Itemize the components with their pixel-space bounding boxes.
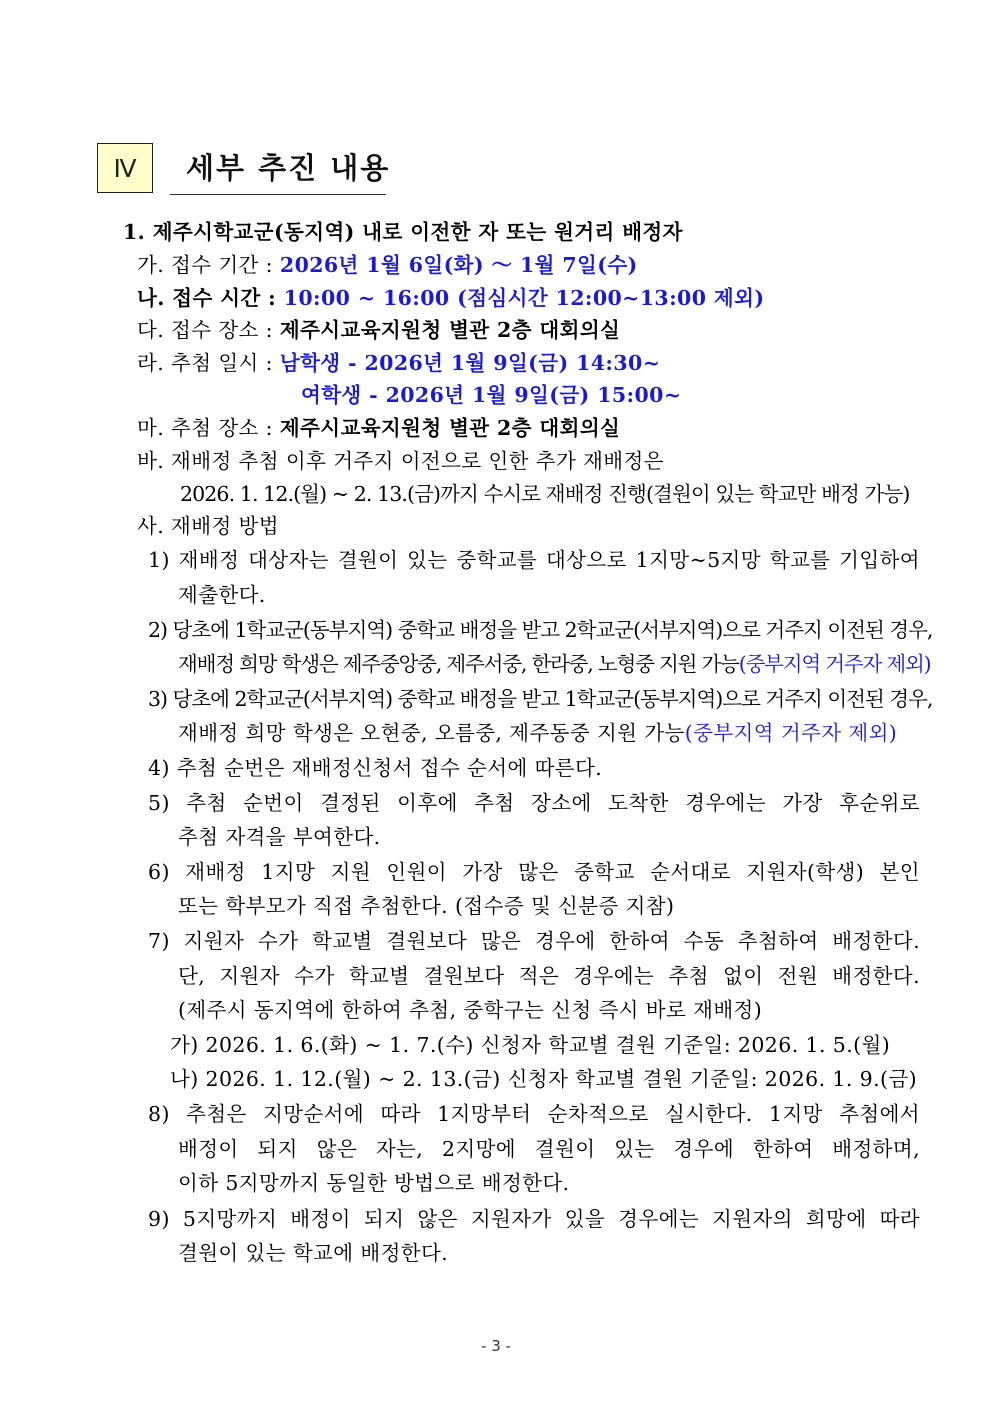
rule-3-text: 재배정 희망 학생은 오현중, 오름중, 제주동중 지원 가능 <box>178 721 685 745</box>
rule-9-line2: 결원이 있는 학교에 배정한다. <box>178 1241 449 1265</box>
item-ma <box>137 415 620 441</box>
section-title: 세부 추진 내용 <box>186 151 391 185</box>
rule-6-line2: 또는 학부모가 직접 추첨한다. (접수증 및 신분증 지참) <box>178 894 675 918</box>
rule-2-text: 재배정 희망 학생은 제주중앙중, 제주서중, 한라중, 노형중 지원 가능 <box>178 652 739 676</box>
item-da <box>137 317 620 343</box>
rule-8-line2: 배정이 되지 않은 자는, 2지망에 결원이 있는 경우에 한하여 배정하며, <box>178 1137 920 1161</box>
rule-1-line2: 제출한다. <box>178 583 266 607</box>
rule-3-line2 <box>178 720 897 746</box>
item-da-label: 다. 접수 장소 : <box>137 318 280 342</box>
rule-8-line1: 8) 추첨은 지망순서에 따라 1지망부터 순차적으로 실시한다. 1지망 추첨에서 <box>148 1102 920 1126</box>
item-ra-value-female: 여학생 - 2026년 1월 9일(금) 15:00~ <box>301 383 682 407</box>
item-ra <box>137 350 660 376</box>
rule-7-sub-ga: 가) 2026. 1. 6.(화) ~ 1. 7.(수) 신청자 학교별 결원 기준일: 2026. 1. 5.(월) <box>170 1033 891 1057</box>
rule-7-line1: 7) 지원자 수가 학교별 결원보다 많은 경우에 한하여 수동 추첨하여 배정한다. <box>148 929 920 953</box>
rule-3-note: (중부지역 거주자 제외) <box>684 721 898 745</box>
heading-1: 1. 제주시학교군(동지역) 내로 이전한 자 또는 원거리 배정자 <box>123 220 683 244</box>
section-title-underline <box>170 194 386 195</box>
item-ma-value: 제주시교육지원청 별관 2층 대회의실 <box>279 416 621 440</box>
item-ba-line2: 2026. 1. 12.(월) ~ 2. 13.(금)까지 수시로 재배정 진행(결원이 있는 학교만 배정 가능) <box>180 482 910 506</box>
item-ma-label: 마. 추첨 장소 : <box>137 416 280 440</box>
rule-7-sub-na: 나) 2026. 1. 12.(월) ~ 2. 13.(금) 신청자 학교별 결원 기준일: 2026. 1. 9.(금) <box>170 1067 918 1091</box>
item-ga-label: 가. 접수 기간 : <box>137 253 280 277</box>
item-sa-title: 사. 재배정 방법 <box>137 514 279 538</box>
item-na-label: 나. 접수 시간 : <box>137 286 284 310</box>
rule-3-line1: 3) 당초에 2학교군(서부지역) 중학교 배정을 받고 1학교군(동부지역)으로 거주지 이전된 경우, <box>148 687 933 711</box>
rule-5-line2: 추첨 자격을 부여한다. <box>178 825 381 849</box>
rule-7-line2: 단, 지원자 수가 학교별 결원보다 적은 경우에는 추첨 없이 전원 배정한다. <box>178 964 920 988</box>
item-na <box>137 285 764 311</box>
item-ra-value-male: 남학생 - 2026년 1월 9일(금) 14:30~ <box>279 351 661 375</box>
rule-4-line1: 4) 추첨 순번은 재배정신청서 접수 순서에 따른다. <box>148 756 603 780</box>
item-ga <box>137 252 638 278</box>
item-da-value: 제주시교육지원청 별관 2층 대회의실 <box>279 318 621 342</box>
rule-7-line3: (제주시 동지역에 한하여 추첨, 중학구는 신청 즉시 바로 재배정) <box>178 998 763 1022</box>
section-number: Ⅳ <box>113 153 137 183</box>
item-ba-line1: 바. 재배정 추첨 이후 거주지 이전으로 인한 추가 재배정은 <box>137 449 664 473</box>
rule-8-line3: 이하 5지망까지 동일한 방법으로 배정한다. <box>178 1171 570 1195</box>
rule-2-line1: 2) 당초에 1학교군(동부지역) 중학교 배정을 받고 2학교군(서부지역)으로 거주지 이전된 경우, <box>148 618 933 642</box>
rule-2-line2 <box>178 651 930 677</box>
item-ga-value: 2026년 1월 6일(화) ～ 1월 7일(수) <box>279 253 638 277</box>
rule-2-note: (중부지역 거주자 제외) <box>738 652 931 676</box>
page-number: - 3 - <box>481 1337 511 1355</box>
rule-9-line1: 9) 5지망까지 배정이 되지 않은 지원자가 있을 경우에는 지원자의 희망에 따라 <box>148 1207 920 1231</box>
item-na-value: 10:00 ~ 16:00 (점심시간 12:00~13:00 제외) <box>283 286 765 310</box>
item-ra-label: 라. 추첨 일시 : <box>137 351 280 375</box>
section-number-box <box>97 143 153 193</box>
rule-5-line1: 5) 추첨 순번이 결정된 이후에 추첨 장소에 도착한 경우에는 가장 후순위로 <box>148 791 920 815</box>
rule-6-line1: 6) 재배정 1지망 지원 인원이 가장 많은 중학교 순서대로 지원자(학생) 본인 <box>148 860 920 884</box>
rule-1-line1: 1) 재배정 대상자는 결원이 있는 중학교를 대상으로 1지망~5지망 학교를 기입하여 <box>148 548 920 572</box>
